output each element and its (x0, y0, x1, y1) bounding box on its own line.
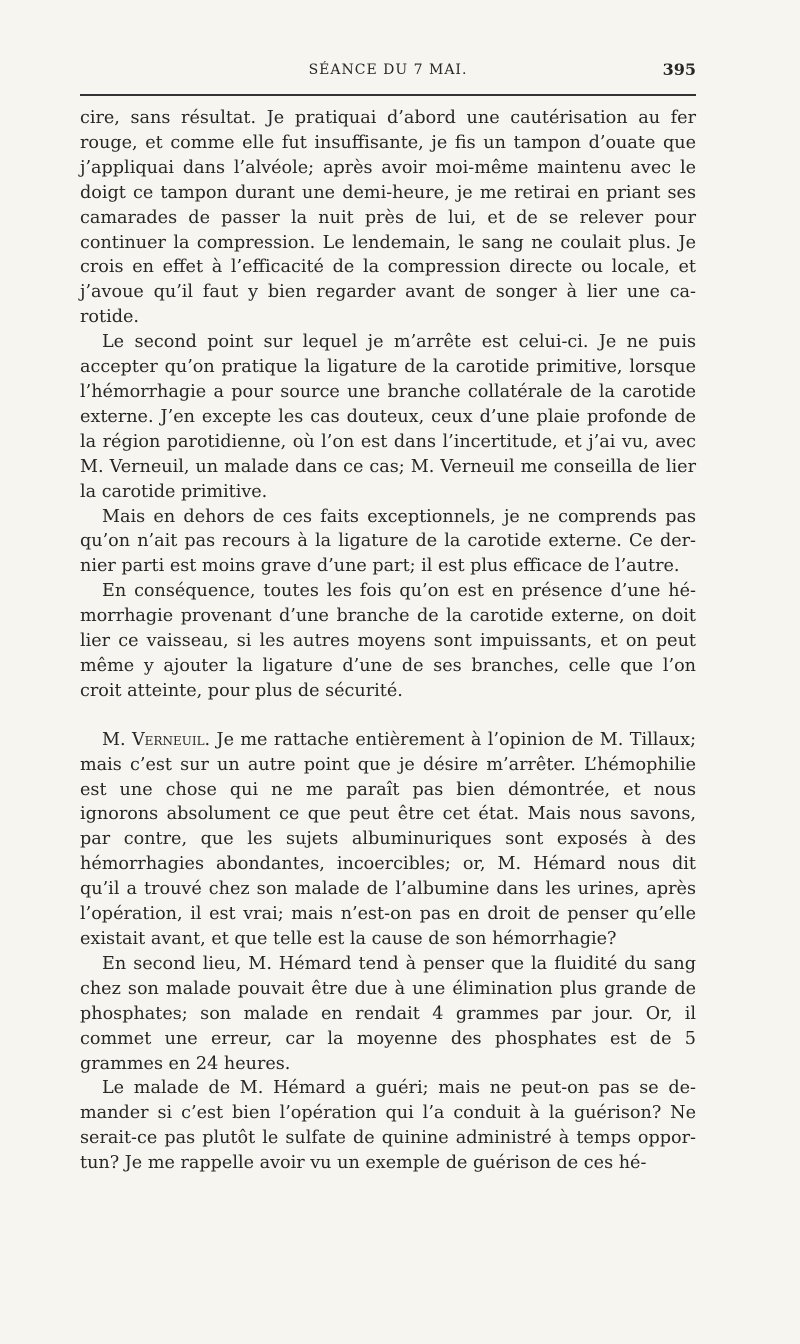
body-text (80, 106, 696, 1176)
paragraph-7: Le malade de M. Hémard a guéri; mais ne peut-on pas se demander si c’est bien l’opération qui l’a conduit à la guérison? Ne serait-ce pas plutôt le sulfate de quinine administré à temps opportun? Je me rappelle avoir vu un exemple de guérison de ces hé- (80, 1078, 696, 1174)
paragraph-2: Le second point sur lequel je m’arrête est celui-ci. Je ne puis accepter qu’on pratique la ligature de la carotide primitive, lorsque l’hémorrhagie a pour source une branche collatérale de la carotide externe. J’en excepte les cas douteux, ceux d’une plaie profonde de la région parotidienne, où l’on est dans l’incertitude, et j’ai vu, avec M. Verneuil, un malade dans ce cas; M. Verneuil me conseilla de lier la carotide primitive. (80, 332, 696, 502)
paragraph-5 (80, 728, 696, 952)
paragraph-4: En conséquence, toutes les fois qu’on est en présence d’une hémorrhagie provenant d’une branche de la carotide externe, on doit lier ce vaisseau, si les autres moyens sont impuissants, et on peut même y ajouter la ligature d’une de ses branches, celle que l’on croit atteinte, pour plus de sécurité. (80, 581, 696, 701)
paragraph-1: cire, sans résultat. Je pratiquai d’abord une cautérisation au fer rouge, et comme elle fut insuffisante, je fis un tampon d’ouate que j’appliquai dans l’alvéole; après avoir moi-même maintenu avec le doigt ce tampon durant une demi-heure, je me retirai en priant ses camarades de passer la nuit près de lui, et de se relever pour continuer la compression. Le lendemain, le sang ne coulait plus. Je crois en effet à l’efficacité de la compression directe ou locale, et j’avoue qu’il faut y bien regarder avant de songer à lier une carotide. (80, 108, 696, 328)
page-number: 395 (662, 60, 696, 79)
page-header (80, 58, 696, 90)
header-rule (80, 94, 696, 96)
paragraph-6: En second lieu, M. Hémard tend à penser que la fluidité du sang chez son malade pouvait être due à une élimination plus grande de phosphates; son malade en rendait 4 grammes par jour. Or, il commet une erreur, car la moyenne des phosphates est de 5 grammes en 24 heures. (80, 953, 696, 1074)
paragraph-5-text: Je me rattache entièrement à l’opinion de M. Tillaux; mais c’est sur un autre point que je désire m’arrêter. L’hémophilie est une chose qui ne me paraît pas bien démontrée, et nous ignorons absolument ce que peut être cet état. Mais nous savons, par contre, que les sujets albuminuriques sont exposés à des hémorrhagies abondantes, incoercibles; or, M. Hémard nous dit qu’il a trouvé chez son malade de l’albumine dans les urines, après l’opération, il est vrai; mais n’est-on pas en droit de penser qu’elle existait avant, et que telle est la cause de son hémorrhagie? (80, 729, 696, 949)
book-page (80, 58, 696, 1176)
running-title: SÉANCE DU 7 MAI. (308, 62, 468, 78)
speaker-name: M. Verneuil. (102, 729, 211, 750)
paragraph-3: Mais en dehors de ces faits exceptionnels, je ne comprends pas qu’on n’ait pas recours à la ligature de la carotide externe. Ce dernier parti est moins grave d’une part; il est plus efficace de l’autre. (80, 506, 696, 577)
